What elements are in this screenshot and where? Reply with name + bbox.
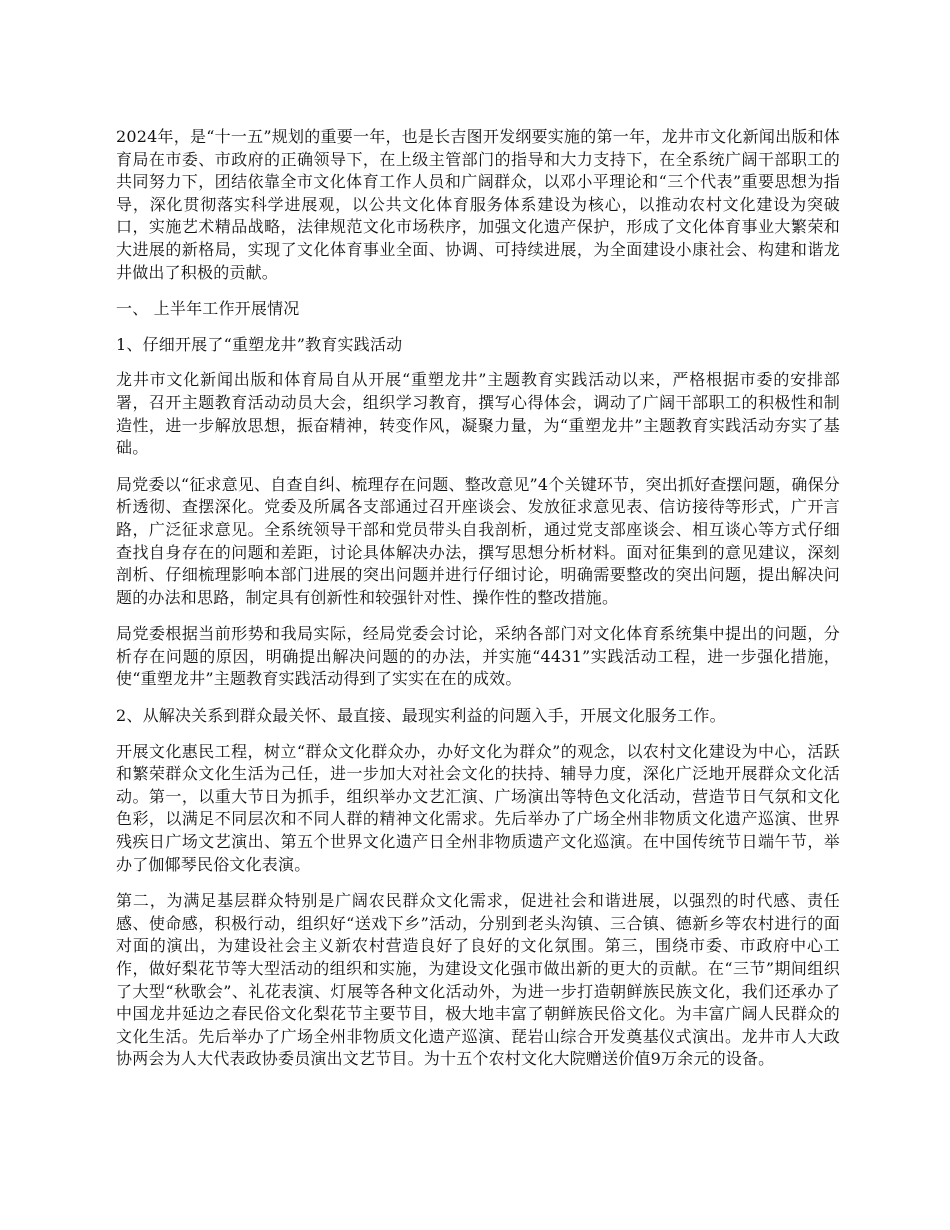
body-paragraph: 龙井市文化新闻出版和体育局自从开展“重塑龙井”主题教育实践活动以来，严格根据市委的安排部署，召开主题教育活动动员大会，组织学习教育，撰写心得体会，调动了广阔干部职工的积极性和制造性，进一步解放思想，振奋精神，转变作风，凝聚力量，为“重塑龙井”主题教育实践活动夯实了基础。 xyxy=(116,370,840,458)
subsection-heading-1: 1、仔细开展了“重塑龙井”教育实践活动 xyxy=(116,334,403,354)
body-paragraph: 第二，为满足基层群众特别是广阔农民群众文化需求，促进社会和谐进展，以强烈的时代感、责任感、使命感，积极行动，组织好“送戏下乡”活动，分别到老头沟镇、三合镇、德新乡等农村进行的面对面的演出，为建设社会主义新农村营造良好了良好的文化氛围。第三，围绕市委、市政府中心工作，做好梨花节等大型活动的组织和实施，为建设文化强市做出新的更大的贡献。在“三节”期间组织了大型“秋歌会”、礼花表演、灯展等各种文化活动外，为进一步打造朝鲜族民族文化，我们还承办了中国龙井延边之春民俗文化梨花节主要节目，极大地丰富了朝鲜族民俗文化。为丰富广阔人民群众的文化生活。先后举办了广场全州非物质文化遗产巡演、琵岩山综合开发奠基仪式演出。龙井市人大政协两会为人大代表政协委员演出文艺节目。为十五个农村文化大院赠送价值9万余元的设备。 xyxy=(116,891,840,1069)
body-paragraph: 开展文化惠民工程，树立“群众文化群众办，办好文化为群众”的观念，以农村文化建设为中心，活跃和繁荣群众文化生活为己任，进一步加大对社会文化的扶持、辅导力度，深化广泛地开展群众文化活动。第一，以重大节日为抓手，组织举办文艺汇演、广场演出等特色文化活动，营造节日气氛和文化色彩，以满足不同层次和不同人群的精神文化需求。先后举办了广场全州非物质文化遗产巡演、世界残疾日广场文艺演出、第五个世界文化遗产日全州非物质遗产文化巡演。在中国传统节日端午节，举办了伽倻琴民俗文化表演。 xyxy=(116,741,840,874)
subsection-heading-2: 2、从解决关系到群众最关怀、最直接、最现实利益的问题入手，开展文化服务工作。 xyxy=(116,706,726,726)
section-heading: 一、 上半年工作开展情况 xyxy=(116,299,300,319)
intro-paragraph: 2024年，是“十一五”规划的重要一年，也是长吉图开发纲要实施的第一年，龙井市文化新闻出版和体育局在市委、市政府的正确领导下，在上级主管部门的指导和大力支持下，在全系统广阔干部职工的共同努力下，团结依靠全市文化体育工作人员和广阔群众，以邓小平理论和“三个代表”重要思想为指导，深化贯彻落实科学进展观，以公共文化体育服务体系建设为核心，以推动农村文化建设为突破口，实施艺术精品战略，法律规范文化市场秩序，加强文化遗产保护，形成了文化体育事业大繁荣和大进展的新格局，实现了文化体育事业全面、协调、可持续进展，为全面建设小康社会、构建和谐龙井做出了积极的贡献。 xyxy=(116,127,840,282)
body-paragraph: 局党委以“征求意见、自查自纠、梳理存在问题、整改意见”4个关键环节，突出抓好查摆问题，确保分析透彻、查摆深化。党委及所属各支部通过召开座谈会、发放征求意见表、信访接待等形式，广开言路，广泛征求意见。全系统领导干部和党员带头自我剖析，通过党支部座谈会、相互谈心等方式仔细查找自身存在的问题和差距，讨论具体解决办法，撰写思想分析材料。面对征集到的意见建议，深刻剖析、仔细梳理影响本部门进展的突出问题并进行仔细讨论，明确需要整改的突出问题，提出解决问题的办法和思路，制定具有创新性和较强针对性、操作性的整改措施。 xyxy=(116,474,840,607)
document-body xyxy=(116,126,840,1085)
body-paragraph: 局党委根据当前形势和我局实际，经局党委会讨论，采纳各部门对文化体育系统集中提出的问题，分析存在问题的原因，明确提出解决问题的的办法，并实施“4431”实践活动工程，进一步强化措施，使“重塑龙井”主题教育实践活动得到了实实在在的成效。 xyxy=(116,624,840,689)
